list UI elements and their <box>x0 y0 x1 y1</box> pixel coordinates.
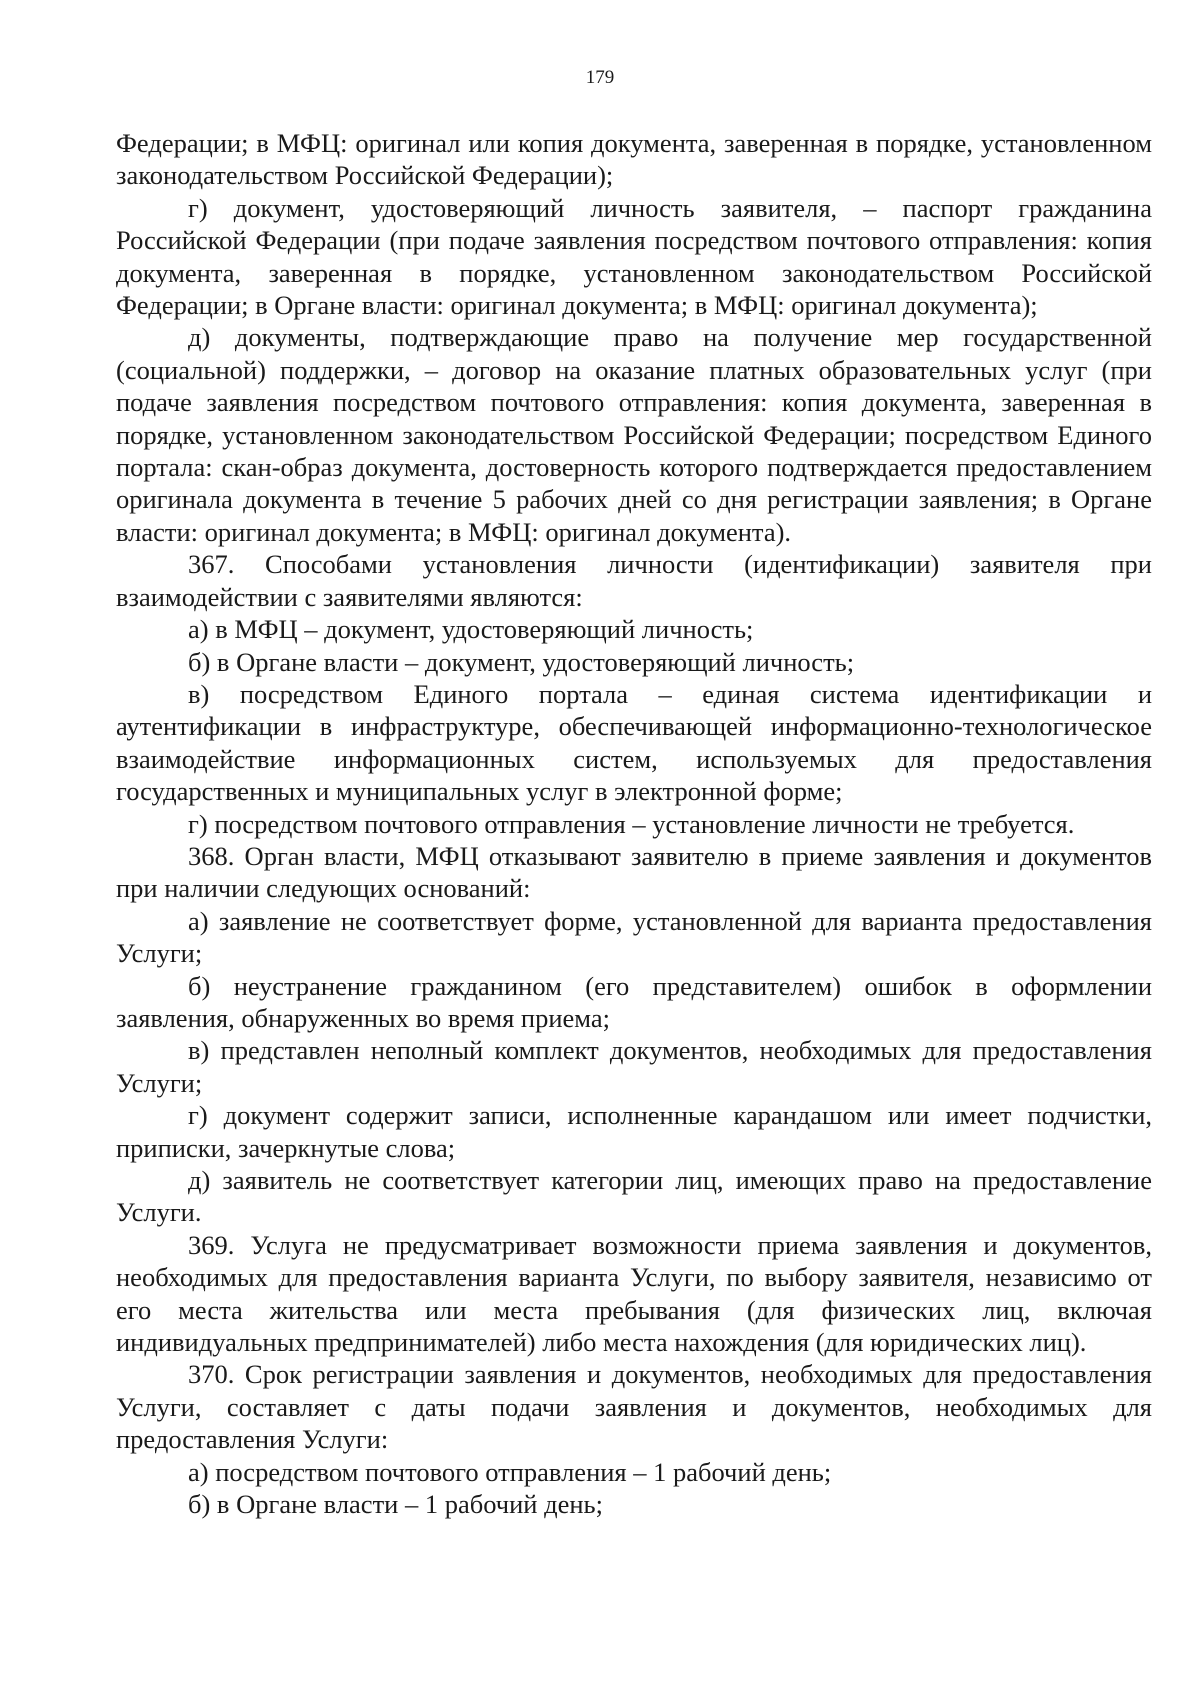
paragraph-item-g-passport: г) документ, удостоверяющий личность заявителя, – паспорт гражданина Российской Федерации (при подаче заявления посредством почтового отправления: копия документа, заверенная в порядке, установленном законодательством Российской Федерации; в Органе власти: оригинал документа; в МФЦ: оригинал документа); <box>116 192 1152 321</box>
paragraph-369: 369. Услуга не предусматривает возможности приема заявления и документов, необходимых для предоставления варианта Услуги, по выбору заявителя, независимо от его места жительства или места пребывания (для физических лиц, включая индивидуальных предпринимателей) либо места нахождения (для юридических лиц). <box>116 1229 1152 1358</box>
paragraph-368-g: г) документ содержит записи, исполненные карандашом или имеет подчистки, приписки, зачеркнутые слова; <box>116 1100 1152 1163</box>
paragraph-368-d: д) заявитель не соответствует категории лиц, имеющих право на предоставление Услуги. <box>116 1165 1152 1228</box>
paragraph-368-a: а) заявление не соответствует форме, установленной для варианта предоставления Услуги; <box>116 905 1152 969</box>
document-body <box>116 127 1152 1520</box>
paragraph-367-v: в) посредством Единого портала – единая система идентификации и аутентификации в инфраструктуре, обеспечивающей информационно-технологическое взаимодействие информационных систем, используемых для предоставления государственных и муниципальных услуг в электронной форме; <box>116 678 1152 807</box>
paragraph-368-v: в) представлен неполный комплект документов, необходимых для предоставления Услуги; <box>116 1035 1152 1098</box>
paragraph-367-g: г) посредством почтового отправления – установление личности не требуется. <box>188 808 1075 839</box>
paragraph-item-d-support-documents: д) документы, подтверждающие право на получение мер государственной (социальной) поддержки, – договор на оказание платных образовательных услуг (при подаче заявления посредством почтового отправления: копия документа, заверенная в порядке, установленном законодательством Российской Федерации; посредством Единого портала: скан-образ документа, достоверность которого подтверждается предоставлением оригинала документа в течение 5 рабочих дней со дня регистрации заявления; в Органе власти: оригинал документа; в МФЦ: оригинал документа). <box>116 322 1152 547</box>
paragraph-367: 367. Способами установления личности (идентификации) заявителя при взаимодействии с заявителями являются: <box>116 549 1152 612</box>
paragraph-368-b: б) неустранение гражданином (его представителем) ошибок в оформлении заявления, обнаруженных во время приема; <box>116 970 1152 1033</box>
paragraph-368: 368. Орган власти, МФЦ отказывают заявителю в приеме заявления и документов при наличии следующих оснований: <box>116 840 1152 904</box>
paragraph-continuation: Федерации; в МФЦ: оригинал или копия документа, заверенная в порядке, установленном законодательством Российской Федерации); <box>116 128 1152 191</box>
paragraph-367-b: б) в Органе власти – документ, удостоверяющий личность; <box>188 646 855 677</box>
paragraph-370-a: а) посредством почтового отправления – 1 рабочий день; <box>188 1456 832 1487</box>
paragraph-370-b: б) в Органе власти – 1 рабочий день; <box>188 1489 603 1520</box>
paragraph-367-a: а) в МФЦ – документ, удостоверяющий личность; <box>188 614 754 645</box>
page-number: 179 <box>585 67 615 88</box>
paragraph-370: 370. Срок регистрации заявления и документов, необходимых для предоставления Услуги, составляет с даты подачи заявления и документов, необходимых для предоставления Услуги: <box>116 1359 1152 1455</box>
